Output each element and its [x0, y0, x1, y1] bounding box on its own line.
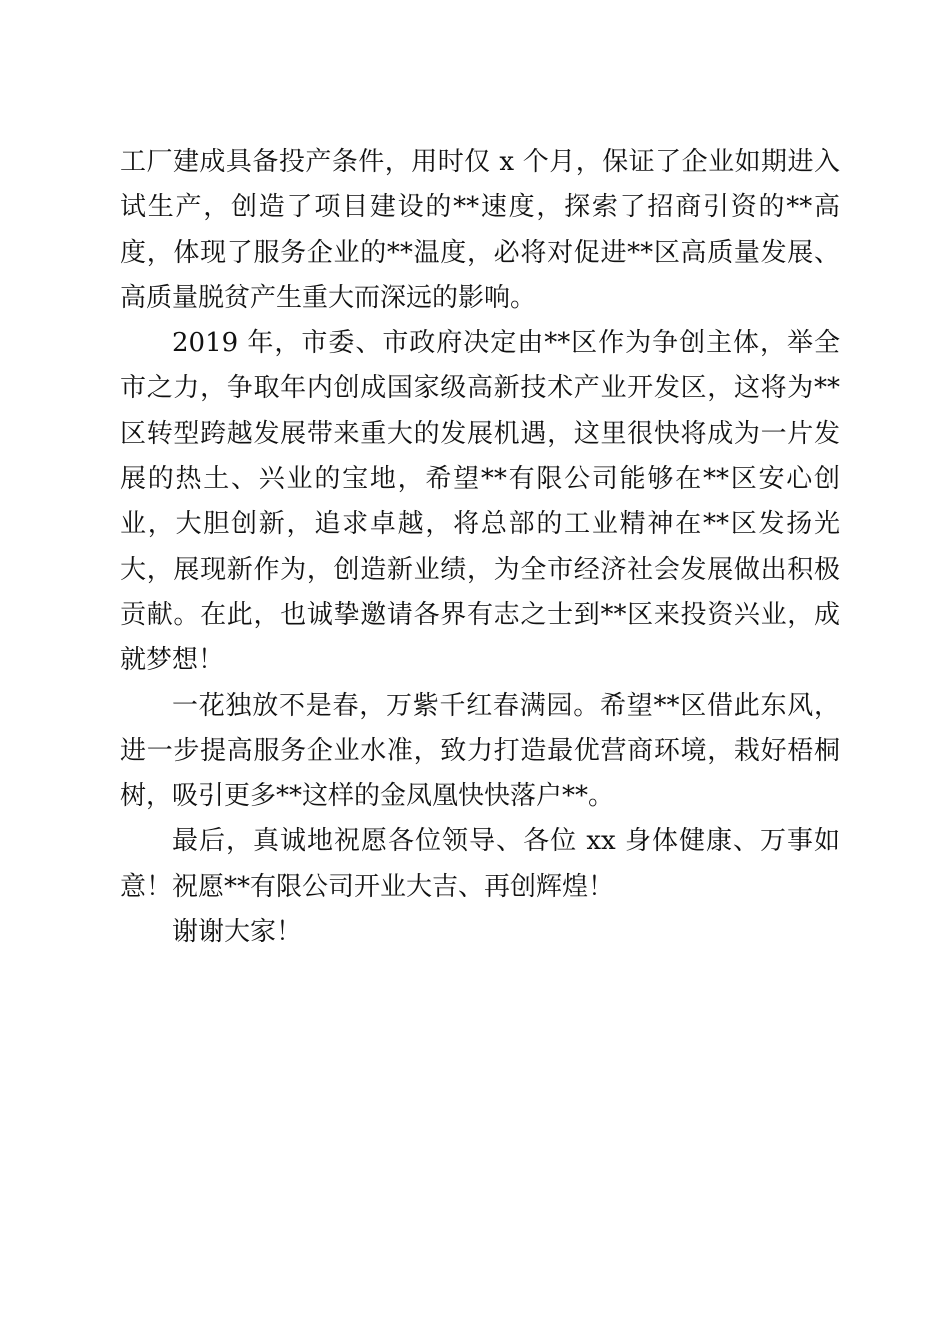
- paragraph-4: 最后，真诚地祝愿各位领导、各位 xx 身体健康、万事如意！祝愿**有限公司开业大吉、再创辉煌！: [120, 826, 840, 902]
- paragraph-5: 谢谢大家！: [172, 917, 303, 948]
- paragraph-1: 工厂建成具备投产条件，用时仅 x 个月，保证了企业如期进入试生产，创造了项目建设的**速度，探索了招商引资的**高度，体现了服务企业的**温度，必将对促进**区高质量发展、高质量脱贫产生重大而深远的影响。: [120, 147, 840, 313]
- paragraph-3: 一花独放不是春，万紫千红春满园。希望**区借此东风，进一步提高服务企业水准，致力打造最优营商环境，栽好梧桐树，吸引更多**这样的金凤凰快快落户**。: [120, 690, 840, 812]
- document-body: [120, 140, 840, 955]
- paragraph-2: 2019 年，市委、市政府决定由**区作为争创主体，举全市之力，争取年内创成国家级高新技术产业开发区，这将为**区转型跨越发展带来重大的发展机遇，这里很快将成为一片发展的热土、兴业的宝地，希望**有限公司能够在**区安心创业，大胆创新，追求卓越，将总部的工业精神在**区发扬光大，展现新作为，创造新业绩，为全市经济社会发展做出积极贡献。在此，也诚挚邀请各界有志之士到**区来投资兴业，成就梦想！: [120, 328, 840, 676]
